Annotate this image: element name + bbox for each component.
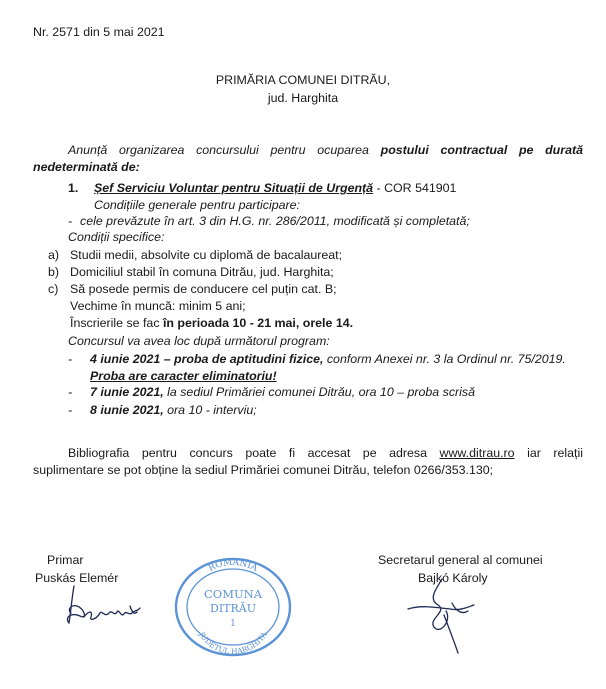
institution-title: PRIMĂRIA COMUNEI DITRĂU, xyxy=(215,73,391,87)
schedule-details: la sediul Primăriei comunei Ditrău, ora 10 – proba scrisă xyxy=(163,385,475,399)
registration-text: Înscrierile se fac xyxy=(70,316,163,330)
specific-condition-marker: c) xyxy=(48,282,59,296)
registration-period xyxy=(70,316,353,330)
schedule-item-1 xyxy=(68,352,566,366)
specific-condition-a xyxy=(48,248,342,262)
bibliography-line-1 xyxy=(68,446,583,460)
schedule-eliminatory-note: Proba are caracter eliminatoriu! xyxy=(90,369,277,383)
position-number: 1. xyxy=(68,181,79,195)
specific-condition-text: Domiciliul stabil în comuna Ditrău, jud. Harghita; xyxy=(70,265,334,279)
specific-condition-c xyxy=(48,282,337,296)
specific-condition-text: Să posede permis de conducere cel puțin cat. B; xyxy=(70,282,337,296)
bibliography-text: Bibliografia pentru concurs poate fi accesat pe adresa xyxy=(68,446,427,460)
mayor-signature xyxy=(62,582,144,628)
bibliography-line-2: suplimentare se pot obține la sediul Primăriei comunei Ditrău, telefon 0266/353.130; xyxy=(33,463,494,477)
official-stamp xyxy=(170,553,296,658)
position-line xyxy=(68,181,456,195)
intro-line-1 xyxy=(68,143,583,157)
stamp-line-2: DITRĂU xyxy=(210,602,256,615)
secretary-name: Bajkó Károly xyxy=(418,571,488,585)
schedule-date: 7 iunie 2021, xyxy=(90,385,164,399)
schedule-dash: - xyxy=(68,385,73,399)
general-conditions-item xyxy=(68,214,470,228)
secretary-role: Secretarul general al comunei xyxy=(378,553,543,567)
registration-dates: în perioada 10 - 21 mai, orele 14. xyxy=(162,316,354,330)
schedule-dash: - xyxy=(68,403,73,417)
specific-condition-b xyxy=(48,265,334,279)
schedule-details: conform Anexei nr. 3 la Ordinul nr. 75/2019. xyxy=(323,352,566,366)
secretary-signature xyxy=(398,575,480,657)
specific-condition-text: Studii medii, absolvite cu diplomă de bacalaureat; xyxy=(70,248,343,262)
schedule-item-2 xyxy=(68,385,475,399)
stamp-number: 1 xyxy=(230,619,236,629)
institution-county: jud. Harghita xyxy=(267,91,339,105)
specific-conditions-heading: Condiții specifice: xyxy=(68,230,165,244)
website-link[interactable]: www.ditrau.ro xyxy=(439,446,515,460)
specific-condition-marker: a) xyxy=(48,248,60,262)
position-title: Șef Serviciu Voluntar pentru Situații de Urgență xyxy=(94,181,374,195)
general-conditions-text: cele prevăzute în art. 3 din H.G. nr. 286/2011, modificată și completată; xyxy=(80,214,470,228)
schedule-details: ora 10 - interviu; xyxy=(163,403,257,417)
general-conditions-dash: - xyxy=(68,214,73,228)
position-cor: - COR 541901 xyxy=(376,181,457,195)
seniority-requirement: Vechime în muncă: minim 5 ani; xyxy=(70,299,246,313)
general-conditions-heading: Condițiile generale pentru participare: xyxy=(94,198,300,212)
stamp-bottom-text: JUDETUL HARGHITA xyxy=(197,630,269,657)
specific-condition-marker: b) xyxy=(48,265,60,279)
intro-line-2: nedeterminată de: xyxy=(33,160,140,174)
schedule-item-3 xyxy=(68,403,257,417)
reference-number: Nr. 2571 din 5 mai 2021 xyxy=(33,25,165,39)
bibliography-text-end: iar relații xyxy=(527,446,583,460)
schedule-date: 4 iunie 2021 – proba de aptitudini fizice, xyxy=(90,352,324,366)
mayor-role: Primar xyxy=(47,553,84,567)
svg-text:JUDETUL HARGHITA xyxy=(197,629,269,656)
stamp-line-1: COMUNA xyxy=(203,587,263,601)
schedule-date: 8 iunie 2021, xyxy=(90,403,164,417)
schedule-heading: Concursul va avea loc după următorul program: xyxy=(68,334,330,348)
intro-text: Anunță organizarea concursului pentru ocuparea xyxy=(68,143,369,157)
mayor-name: Puskás Elemér xyxy=(35,571,119,585)
stamp-top-text: ROMANIA xyxy=(207,557,259,574)
intro-post-type: postului contractual pe durată xyxy=(380,143,583,157)
schedule-dash: - xyxy=(68,352,73,366)
